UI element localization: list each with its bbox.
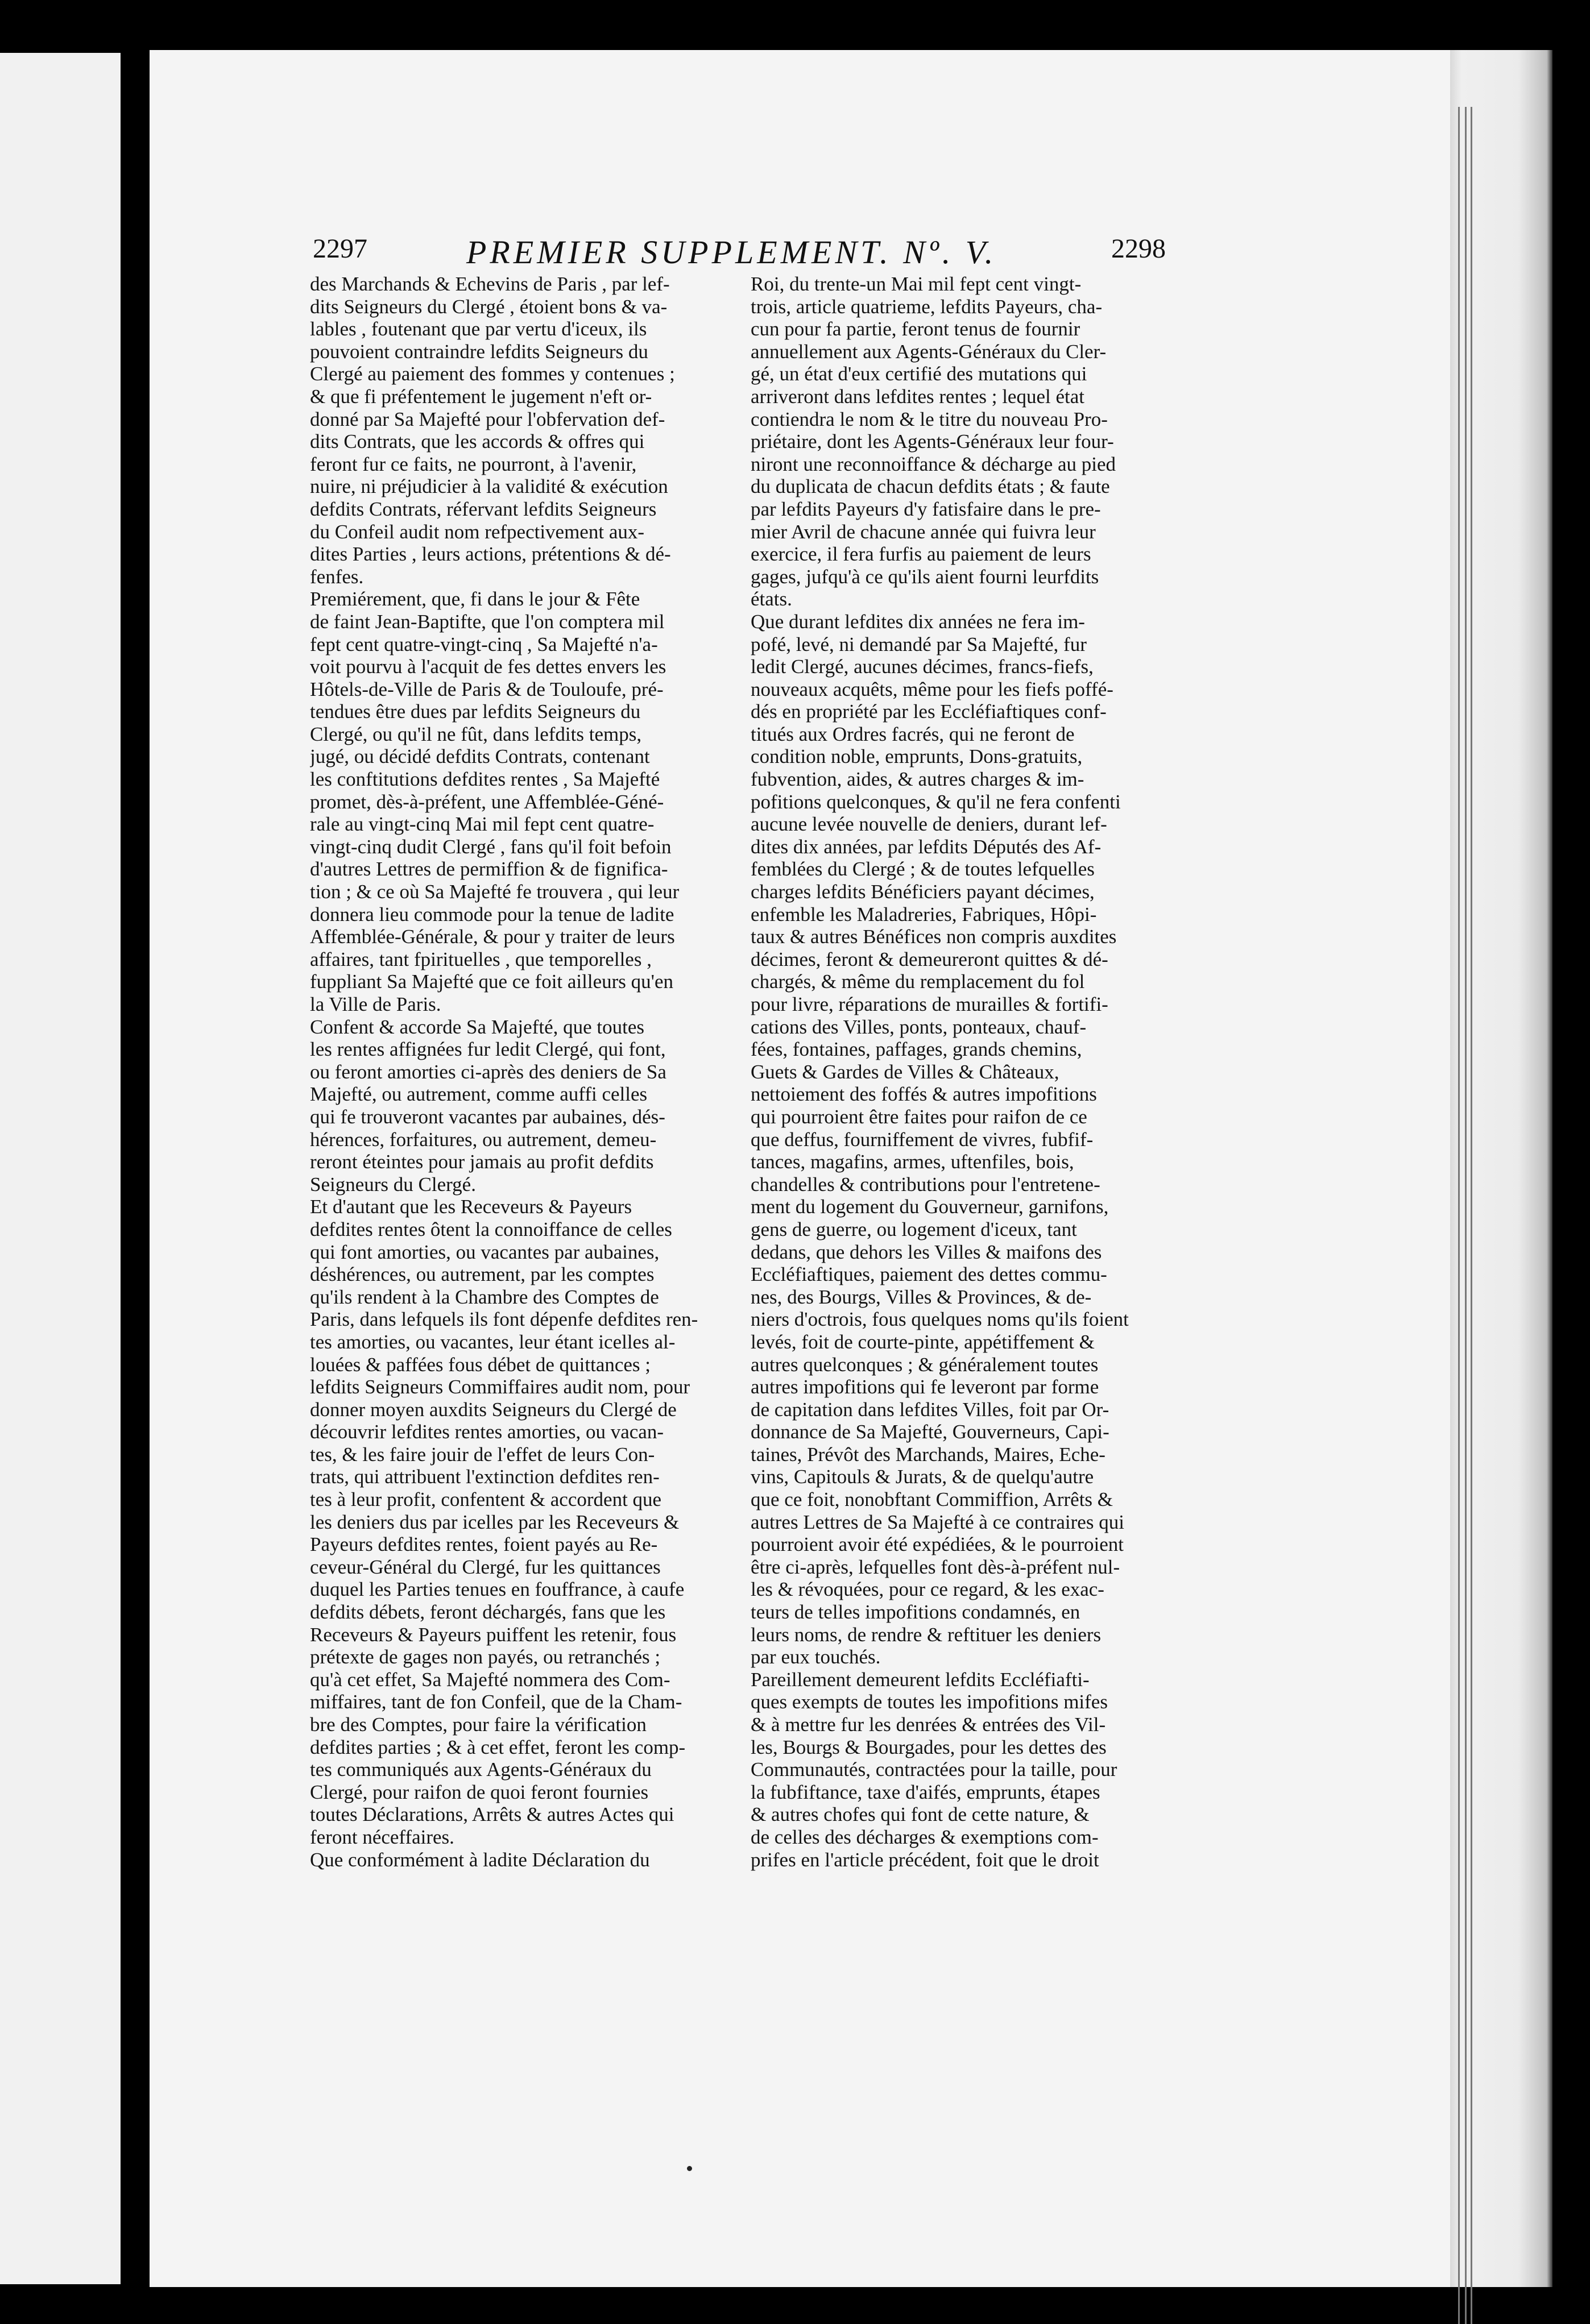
text-line: enfemble les Maladreries, Fabriques, Hôpi- (751, 903, 1097, 926)
text-line: dits Contrats, que les accords & offres qui (310, 430, 645, 453)
text-line: nes, des Bourgs, Villes & Provinces, & de- (751, 1285, 1092, 1308)
text-line: Eccléfiaftiques, paiement des dettes commu- (751, 1263, 1107, 1286)
text-line: exercice, il fera furfis au paiement de leurs (751, 543, 1091, 566)
text-line: lables , foutenant que par vertu d'iceux, ils (310, 318, 647, 341)
text-line: jugé, ou décidé defdits Contrats, contenant (310, 745, 650, 768)
text-line: rale au vingt-cinq Mai mil fept cent quatre- (310, 813, 655, 836)
text-line: niers d'octrois, fous quelques noms qu'ils foient (751, 1308, 1129, 1331)
text-line: tes communiqués aux Agents-Généraux du (310, 1758, 652, 1781)
text-line: chandelles & contributions pour l'entretene- (751, 1173, 1100, 1196)
text-line: Guets & Gardes de Villes & Châteaux, (751, 1060, 1059, 1083)
text-line: la fubfiftance, taxe d'aifés, emprunts, étapes (751, 1781, 1100, 1803)
text-line: fenfes. (310, 565, 364, 588)
text-line: duquel les Parties tenues en fouffrance, à caufe (310, 1578, 685, 1601)
text-line: trois, article quatrieme, lefdits Payeurs, cha- (751, 295, 1103, 318)
text-line: nuire, ni préjudicier à la validité & exécution (310, 475, 668, 498)
text-line: nouveaux acquêts, même pour les fiefs poffé- (751, 678, 1113, 700)
edge-line (1458, 107, 1460, 2324)
text-line: les conftitutions defdites rentes , Sa Majefté (310, 768, 660, 791)
text-line: condition noble, emprunts, Dons-gratuits, (751, 745, 1083, 768)
text-line: trats, qui attribuent l'extinction defdites ren- (310, 1466, 660, 1488)
text-line: nettoiement des foffés & autres impofitions (751, 1083, 1097, 1106)
text-line: donnance de Sa Majefté, Gouverneurs, Capi- (751, 1421, 1109, 1443)
text-line: donner moyen auxdits Seigneurs du Clergé de (310, 1398, 677, 1421)
text-line: Pareillement demeurent lefdits Eccléfiafti- (751, 1668, 1090, 1691)
text-line: qu'à cet effet, Sa Majefté nommera des Com- (310, 1668, 670, 1691)
text-line: leurs noms, de rendre & reftituer les deniers (751, 1623, 1102, 1646)
text-line: donné par Sa Majefté pour l'obfervation def- (310, 408, 665, 430)
text-line: defdites rentes ôtent la connoiffance de celles (310, 1218, 672, 1240)
page-number-left: 2297 (313, 234, 367, 264)
text-line: fées, fontaines, paffages, grands chemins, (751, 1038, 1082, 1061)
text-line: les, Bourgs & Bourgades, pour les dettes des (751, 1736, 1107, 1758)
text-line: Majefté, ou autrement, comme auffi celles (310, 1083, 648, 1106)
text-line: fuppliant Sa Majefté que ce foit ailleurs qu'en (310, 970, 674, 993)
text-line: reront éteintes pour jamais au profit defdits (310, 1151, 654, 1173)
text-line: Clergé, pour raifon de quoi feront fournies (310, 1781, 649, 1803)
text-line: mier Avril de chacune année qui fuivra leur (751, 520, 1096, 543)
text-line: tion ; & ce où Sa Majefté fe trouvera , qui leur (310, 881, 680, 903)
text-line: d'autres Lettres de permiffion & de fignifica- (310, 858, 668, 881)
text-line: qui fe trouveront vacantes par aubaines, dés- (310, 1105, 665, 1128)
text-line: ledit Clergé, aucunes décimes, francs-fiefs, (751, 655, 1094, 678)
text-line: voit pourvu à l'acquit de fes dettes envers les (310, 655, 666, 678)
ink-dot (687, 2166, 692, 2171)
text-line: états. (751, 588, 792, 611)
text-line: contiendra le nom & le titre du nouveau Pro- (751, 408, 1108, 430)
text-line: Confent & accorde Sa Majefté, que toutes (310, 1015, 644, 1038)
text-line: que deffus, fourniffement de vivres, fubfif- (751, 1128, 1094, 1151)
text-line: annuellement aux Agents-Généraux du Cler- (751, 340, 1107, 363)
text-line: la Ville de Paris. (310, 993, 441, 1015)
page-fore-edge (1450, 50, 1552, 2287)
text-line: dés en propriété par les Eccléfiaftiques conf- (751, 700, 1107, 723)
text-line: defdits débets, feront déchargés, fans que les (310, 1601, 666, 1624)
text-line: promet, dès-à-préfent, une Affemblée-Géné- (310, 790, 664, 813)
text-line: des Marchands & Echevins de Paris , par lef- (310, 273, 670, 295)
text-line: être ci-après, lefquelles font dès-à-préfent nul- (751, 1555, 1120, 1578)
text-line: charges lefdits Bénéficiers payant décimes, (751, 881, 1095, 903)
text-line: chargés, & même du remplacement du fol (751, 970, 1085, 993)
text-line: louées & paffées fous débet de quittances ; (310, 1353, 651, 1376)
running-header (313, 233, 1166, 269)
text-line: Et d'autant que les Receveurs & Payeurs (310, 1196, 632, 1218)
text-line: Communautés, contractées pour la taille, pour (751, 1758, 1117, 1781)
text-line: autres Lettres de Sa Majefté à ce contraires qui (751, 1510, 1124, 1533)
text-line: que ce foit, nonobftant Commiffion, Arrêts & (751, 1488, 1113, 1511)
text-line: & que fi préfentement le jugement n'eft or- (310, 385, 652, 408)
text-line: qui font amorties, ou vacantes par aubaines, (310, 1240, 660, 1263)
text-line: les deniers dus par icelles par les Receveurs & (310, 1510, 680, 1533)
text-line: pouvoient contraindre lefdits Seigneurs du (310, 340, 648, 363)
text-line: ment du logement du Gouverneur, garnifons, (751, 1196, 1109, 1218)
text-line: Roi, du trente-un Mai mil fept cent vingt- (751, 273, 1082, 295)
text-line: defdits Contrats, réfervant lefdits Seigneurs (310, 497, 657, 520)
text-line: ceveur-Général du Clergé, fur les quittances (310, 1555, 661, 1578)
text-line: donnera lieu commode pour la tenue de ladite (310, 903, 674, 926)
page-number-right: 2298 (1111, 234, 1166, 264)
text-line: Paris, dans lefquels ils font dépenfe defdites ren- (310, 1308, 698, 1331)
text-line: Premiérement, que, fi dans le jour & Fête (310, 588, 640, 611)
text-line: Seigneurs du Clergé. (310, 1173, 476, 1196)
text-line: dits Seigneurs du Clergé , étoient bons & va- (310, 295, 668, 318)
text-line: prétexte de gages non payés, ou retranchés ; (310, 1646, 661, 1669)
text-line: décimes, feront & demeureront quittes & dé- (751, 948, 1108, 970)
text-line: pofé, levé, ni demandé par Sa Majefté, fur (751, 633, 1087, 655)
text-line: tes amorties, ou vacantes, leur étant icelles al- (310, 1330, 676, 1353)
facing-page-edge (0, 53, 121, 2284)
text-line: gé, un état d'eux certifié des mutations qui (751, 363, 1087, 385)
text-line: dites dix années, par lefdits Députés des Af- (751, 835, 1102, 858)
text-line: & autres chofes qui font de cette nature, & (751, 1803, 1090, 1826)
edge-line (1465, 107, 1467, 2324)
text-line: gens de guerre, ou logement d'iceux, tant (751, 1218, 1077, 1240)
text-line: aucune levée nouvelle de deniers, durant lef- (751, 813, 1107, 836)
text-line: taux & autres Bénéfices non compris auxdites (751, 926, 1117, 948)
text-line: Que conformément à ladite Déclaration du (310, 1848, 650, 1871)
text-line: niront une reconnoiffance & décharge au pied (751, 453, 1116, 475)
text-line: tendues être dues par lefdits Seigneurs du (310, 700, 641, 723)
text-line: par lefdits Payeurs d'y fatisfaire dans le pre- (751, 497, 1101, 520)
text-line: pour livre, réparations de murailles & fortifi- (751, 993, 1108, 1015)
text-line: cations des Villes, ponts, ponteaux, chauf- (751, 1015, 1087, 1038)
text-line: taines, Prévôt des Marchands, Maires, Eche- (751, 1443, 1105, 1466)
text-line: vingt-cinq dudit Clergé , fans qu'il foit befoin (310, 835, 672, 858)
text-line: du duplicata de chacun defdits états ; & faute (751, 475, 1110, 498)
text-line: arriveront dans lefdites rentes ; lequel état (751, 385, 1084, 408)
text-line: feront fur ce faits, ne pourront, à l'avenir, (310, 453, 637, 475)
text-line: dites Parties , leurs actions, prétentions & dé- (310, 543, 671, 566)
text-line: de celles des décharges & exemptions com- (751, 1825, 1099, 1848)
text-line: pourroient avoir été expédiées, & le pourroient (751, 1533, 1124, 1556)
text-line: du Confeil audit nom refpectivement aux- (310, 520, 645, 543)
text-line: lefdits Seigneurs Commiffaires audit nom, pour (310, 1376, 690, 1398)
text-line: de faint Jean-Baptifte, que l'on comptera mil (310, 610, 665, 633)
text-line: defdites parties ; & à cet effet, feront les comp- (310, 1736, 686, 1758)
text-line: femblées du Clergé ; & de toutes lefquelles (751, 858, 1095, 881)
text-line: tes à leur profit, confentent & accordent que (310, 1488, 662, 1511)
text-line: miffaires, tant de fon Confeil, que de la Cham- (310, 1691, 682, 1713)
text-line: qui pourroient être faites pour raifon de ce (751, 1105, 1087, 1128)
text-line: autres quelconques ; & généralement toutes (751, 1353, 1099, 1376)
text-line: Que durant lefdites dix années ne fera im- (751, 610, 1085, 633)
text-line: priétaire, dont les Agents-Généraux leur four- (751, 430, 1114, 453)
text-line: fubvention, aides, & autres charges & im- (751, 768, 1084, 791)
text-line: & à mettre fur les denrées & entrées des Vil- (751, 1713, 1106, 1736)
text-line: dedans, que dehors les Villes & maifons des (751, 1240, 1102, 1263)
text-line: bre des Comptes, pour faire la vérification (310, 1713, 647, 1736)
text-line: déshérences, ou autrement, par les comptes (310, 1263, 655, 1286)
text-line: cun pour fa partie, feront tenus de fournir (751, 318, 1080, 341)
text-line: affaires, tant fpirituelles , que temporelles , (310, 948, 652, 970)
text-line: Hôtels-de-Ville de Paris & de Touloufe, pré- (310, 678, 664, 700)
text-line: Payeurs defdites rentes, foient payés au Re- (310, 1533, 658, 1556)
text-line: titués aux Ordres facrés, qui ne feront de (751, 723, 1075, 745)
text-line: les & révoquées, pour ce regard, & les exac- (751, 1578, 1104, 1601)
text-line: toutes Déclarations, Arrêts & autres Actes qui (310, 1803, 674, 1826)
text-line: ou feront amorties ci-après des deniers de Sa (310, 1060, 666, 1083)
text-line: les rentes affignées fur ledit Clergé, qui font, (310, 1038, 666, 1061)
text-line: découvrir lefdites rentes amorties, ou vacan- (310, 1421, 664, 1443)
text-line: fept cent quatre-vingt-cinq , Sa Majefté n'a- (310, 633, 658, 655)
text-line: levés, foit de courte-pinte, appétiffement & (751, 1330, 1095, 1353)
text-line: teurs de telles impofitions condamnés, en (751, 1601, 1080, 1624)
text-line: pofitions quelconques, & qu'il ne fera confenti (751, 790, 1121, 813)
text-line: hérences, forfaitures, ou autrement, demeu- (310, 1128, 657, 1151)
text-column-left (310, 273, 728, 1871)
text-line: Clergé au paiement des fommes y contenues ; (310, 363, 675, 385)
text-column-right (751, 273, 1166, 1871)
text-line: qu'ils rendent à la Chambre des Comptes de (310, 1285, 659, 1308)
text-line: autres impofitions qui fe leveront par forme (751, 1376, 1099, 1398)
text-line: de capitation dans lefdites Villes, foit par Or- (751, 1398, 1109, 1421)
text-line: feront néceffaires. (310, 1825, 454, 1848)
text-line: vins, Capitouls & Jurats, & de quelqu'autre (751, 1466, 1094, 1488)
text-line: gages, jufqu'à ce qu'ils aient fourni leurfdits (751, 565, 1099, 588)
text-line: tes, & les faire jouir de l'effet de leurs Con- (310, 1443, 655, 1466)
text-line: prifes en l'article précédent, foit que le droit (751, 1848, 1099, 1871)
text-line: Affemblée-Générale, & pour y traiter de leurs (310, 926, 675, 948)
running-title: PREMIER SUPPLEMENT. Nº. V. (466, 234, 997, 271)
text-line: Clergé, ou qu'il ne fût, dans lefdits temps, (310, 723, 642, 745)
text-line: tances, magafins, armes, uftenfiles, bois, (751, 1151, 1074, 1173)
text-line: ques exempts de toutes les impofitions mifes (751, 1691, 1108, 1713)
edge-line (1471, 107, 1472, 2324)
text-line: par eux touchés. (751, 1646, 881, 1669)
text-line: Receveurs & Payeurs puiffent les retenir, fous (310, 1623, 677, 1646)
